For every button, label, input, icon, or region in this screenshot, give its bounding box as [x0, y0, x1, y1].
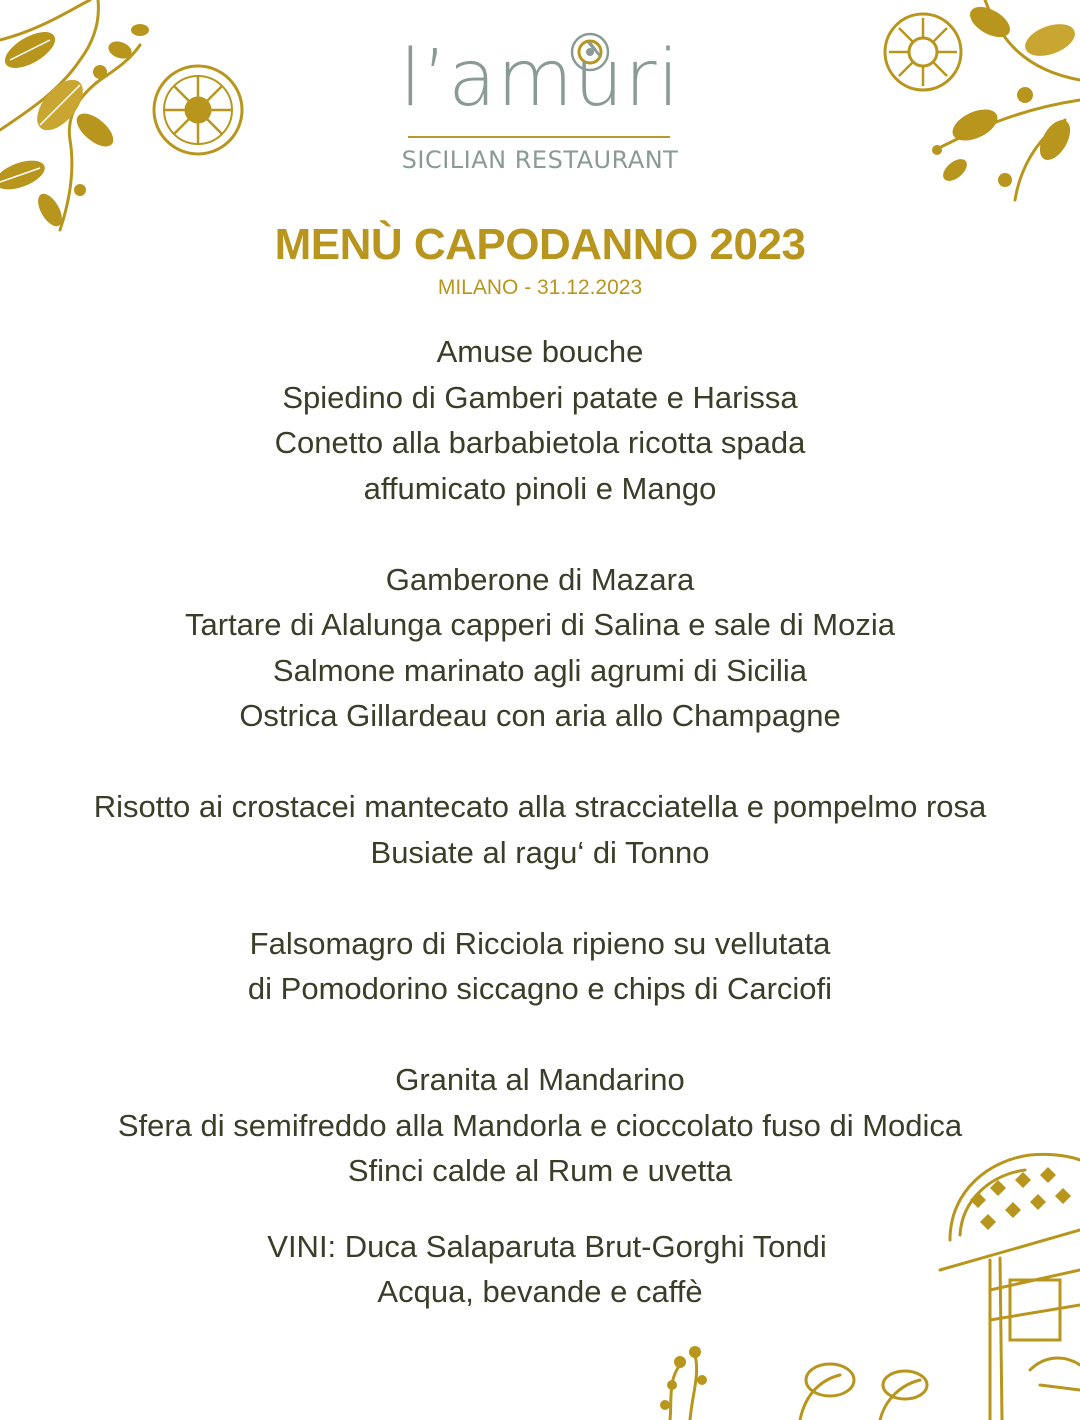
menu-line: Sfinci calde al Rum e uvetta	[347, 1153, 733, 1188]
drinks-line: Acqua, bevande e caffè	[377, 1274, 703, 1309]
menu-line: Salmone marinato agli agrumi di Sicilia	[272, 652, 808, 688]
course-primi	[0, 784, 1080, 875]
menu-title: MENÙ CAPODANNO 2023	[274, 220, 806, 269]
restaurant-logo-name: l’amùri	[399, 34, 681, 124]
menu-line: Falsomagro di Ricciola ripieno su vellutata	[249, 925, 831, 961]
menu-line: Tartare di Alalunga capperi di Salina e sale di Mozia	[185, 607, 895, 642]
menu-line: Conetto alla barbabietola ricotta spada	[274, 425, 806, 460]
wines-section	[0, 1224, 1080, 1314]
restaurant-tagline: SICILIAN RESTAURANT	[401, 146, 679, 174]
menu-line: affumicato pinoli e Mango	[363, 470, 717, 506]
course-crudi	[0, 557, 1080, 739]
course-secondo	[0, 921, 1080, 1012]
logo-divider	[408, 136, 670, 138]
menu-line: Sfera di semifreddo alla Mandorla e cioccolato fuso di Modica	[117, 1107, 963, 1143]
menu-courses	[0, 329, 1080, 1194]
menu-line: Ostrica Gillardeau con aria allo Champagne	[239, 698, 841, 733]
menu-line: Spiedino di Gamberi patate e Harissa	[282, 379, 798, 415]
sicilian-cart-illustration	[930, 1140, 1080, 1420]
menu-line: Gamberone di Mazara	[385, 561, 695, 597]
floral-sprigs-bottom	[650, 1340, 940, 1420]
menu-line: Amuse bouche	[436, 334, 644, 369]
menu-line: Risotto ai crostacei mantecato alla stracciatella e pompelmo rosa	[93, 789, 987, 824]
wines-line: VINI: Duca Salaparuta Brut-Gorghi Tondi	[267, 1229, 827, 1264]
course-antipasti-amuse	[0, 329, 1080, 511]
menu-line: Granita al Mandarino	[395, 1062, 685, 1097]
floral-branch-top-left	[0, 0, 170, 240]
menu-date-location: MILANO - 31.12.2023	[437, 276, 643, 299]
course-dolci	[0, 1057, 1080, 1194]
menu-line: Busiate al ragu‘ di Tonno	[370, 834, 710, 870]
menu-line: di Pomodorino siccagno e chips di Carciofi	[247, 971, 833, 1006]
